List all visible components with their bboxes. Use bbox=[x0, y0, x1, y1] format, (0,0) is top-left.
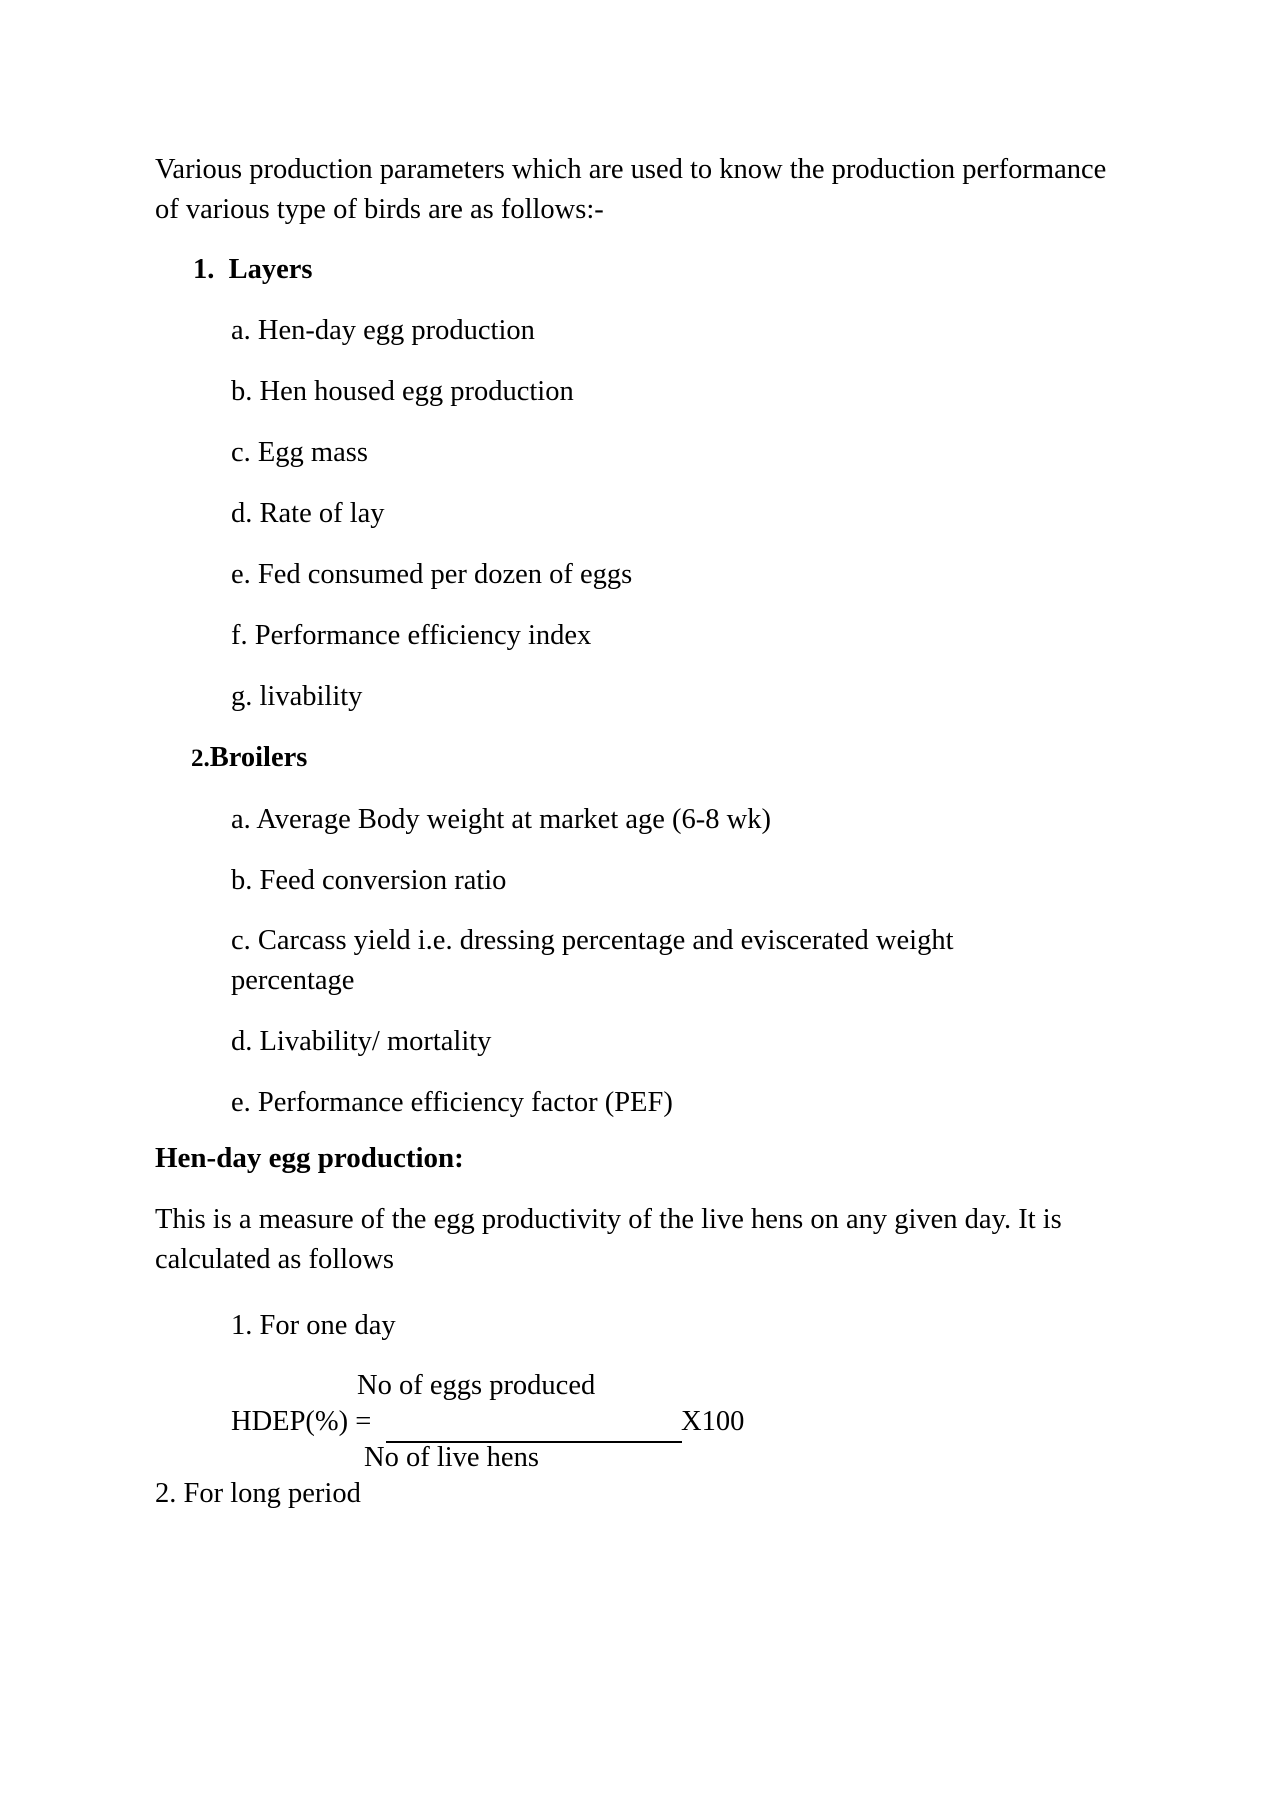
intro-paragraph: Various production parameters which are used to know the production performance of various type of birds are as follows:- bbox=[155, 154, 1107, 225]
formula-denominator: No of live hens bbox=[364, 1442, 539, 1473]
broilers-item: a. Average Body weight at market age (6-8 wk) bbox=[231, 804, 771, 835]
layers-item: f. Performance efficiency index bbox=[231, 620, 592, 651]
layers-item: c. Egg mass bbox=[231, 437, 368, 468]
broilers-heading bbox=[191, 738, 307, 779]
broilers-item: e. Performance efficiency factor (PEF) bbox=[231, 1087, 673, 1118]
step-two-label: 2. For long period bbox=[155, 1478, 361, 1509]
layers-heading bbox=[193, 250, 313, 290]
layers-item: d. Rate of lay bbox=[231, 498, 385, 529]
layers-item: g. livability bbox=[231, 681, 363, 712]
layers-number: 1. bbox=[193, 254, 215, 285]
broilers-item: b. Feed conversion ratio bbox=[231, 865, 507, 896]
broilers-number: 2. bbox=[191, 745, 210, 772]
layers-item: e. Fed consumed per dozen of eggs bbox=[231, 559, 633, 590]
formula-multiplier: X100 bbox=[681, 1406, 745, 1437]
layers-item: a. Hen-day egg production bbox=[231, 315, 535, 346]
layers-title: Layers bbox=[228, 254, 313, 285]
hen-day-paragraph: This is a measure of the egg productivity of the live hens on any given day. It is calculated as follows bbox=[155, 1204, 1062, 1275]
formula-numerator: No of eggs produced bbox=[357, 1370, 596, 1401]
hen-day-heading: Hen-day egg production: bbox=[155, 1142, 464, 1174]
formula-lhs: HDEP(%) = bbox=[231, 1406, 372, 1437]
broilers-title: Broilers bbox=[209, 742, 308, 773]
broilers-item: d. Livability/ mortality bbox=[231, 1026, 492, 1057]
step-one-label: 1. For one day bbox=[231, 1310, 396, 1341]
broilers-item: c. Carcass yield i.e. dressing percentage and eviscerated weight percentage bbox=[231, 925, 954, 996]
layers-item: b. Hen housed egg production bbox=[231, 376, 574, 407]
